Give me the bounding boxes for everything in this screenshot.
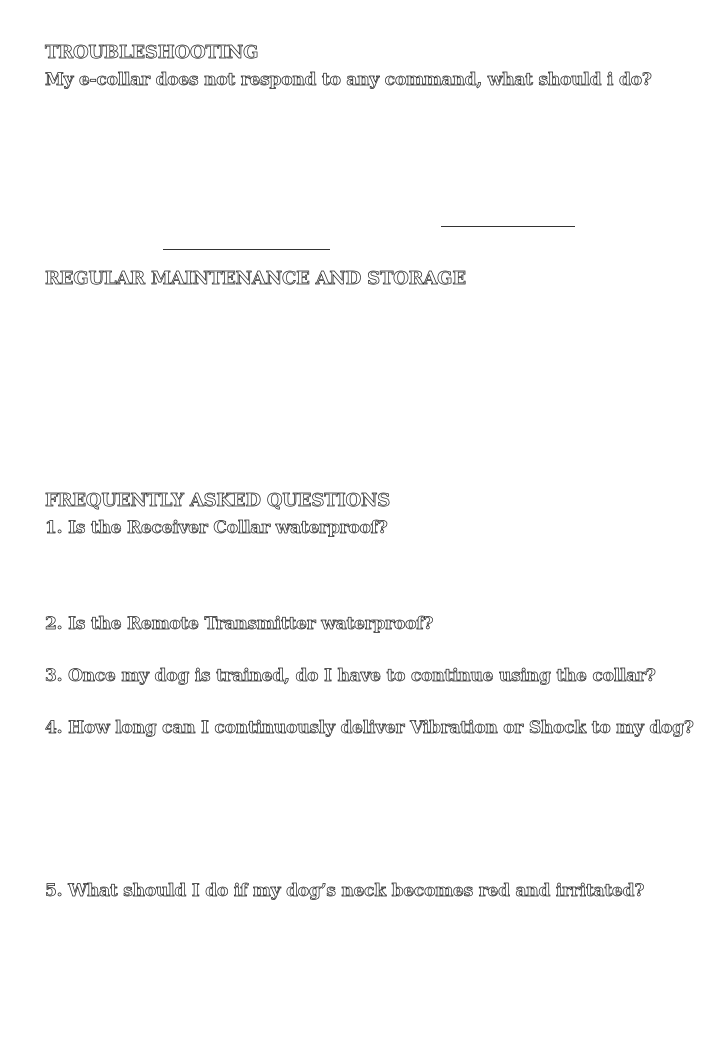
faq-question-5: 5. What should I do if my dog’s neck becomes red and irritated? (45, 881, 645, 901)
faq-question-1: 1. Is the Receiver Collar waterproof? (45, 518, 388, 538)
troubleshooting-heading: TROUBLESHOOTING (45, 42, 259, 63)
faq-heading: FREQUENTLY ASKED QUESTIONS (45, 490, 391, 511)
faq-question-4: 4. How long can I continuously deliver Vibration or Shock to my dog? (45, 718, 694, 738)
faq-question-3: 3. Once my dog is trained, do I have to continue using the collar? (45, 666, 656, 686)
maintenance-heading: REGULAR MAINTENANCE AND STORAGE (45, 268, 466, 289)
troubleshooting-question: My e-collar does not respond to any command, what should i do? (45, 70, 652, 90)
underline-rule (441, 226, 575, 227)
faq-question-2: 2. Is the Remote Transmitter waterproof? (45, 614, 434, 634)
underline-rule (163, 249, 330, 250)
